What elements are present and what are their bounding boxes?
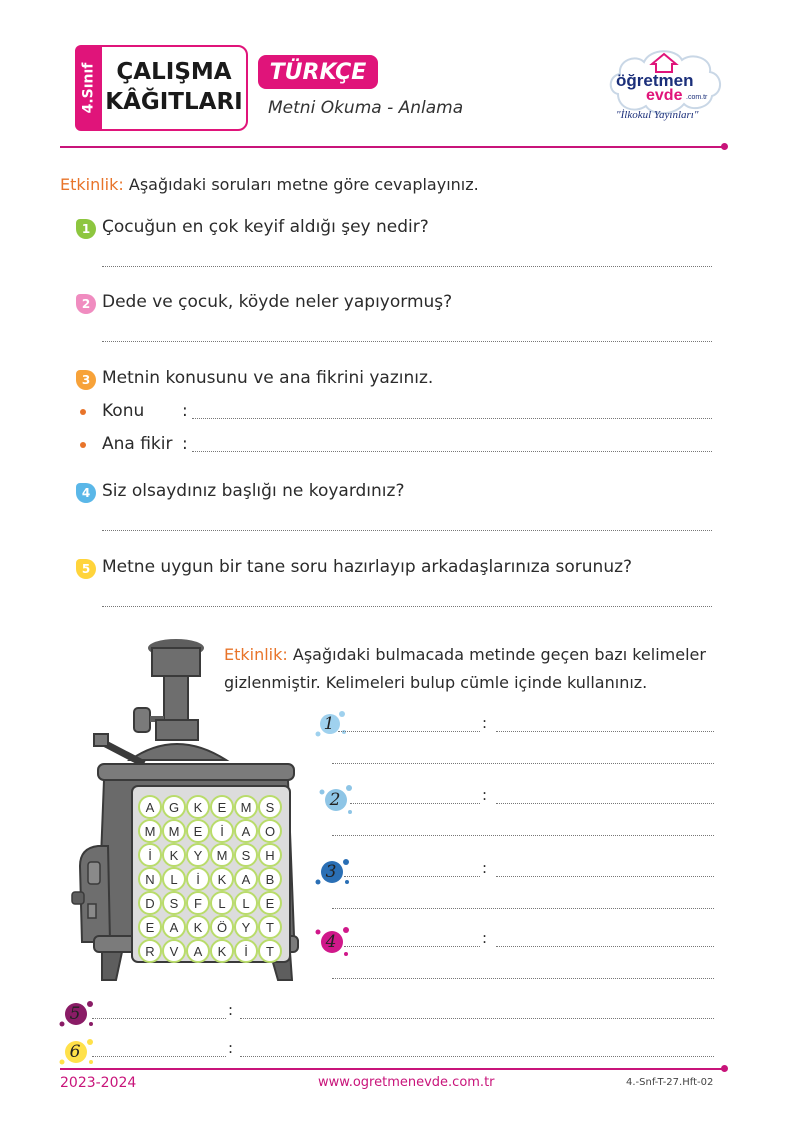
grid-cell[interactable]: E — [138, 915, 162, 939]
grid-cell[interactable]: E — [210, 795, 234, 819]
activity2-text-line2: gizlenmiştir. Kelimeleri bulup cümle içinde kullanınız. — [224, 673, 648, 692]
word-line-6[interactable] — [92, 1056, 226, 1057]
word-line-1[interactable] — [338, 731, 480, 732]
bullet-anafikir — [80, 442, 86, 448]
question-number-4: 4 — [76, 483, 96, 503]
grid-cell[interactable]: İ — [186, 867, 210, 891]
grid-cell[interactable]: M — [162, 819, 186, 843]
grid-cell[interactable]: İ — [138, 843, 162, 867]
grid-cell[interactable]: V — [162, 939, 186, 963]
question-number-3: 3 — [76, 370, 96, 390]
logo-domain: .com.tr — [686, 94, 708, 101]
word-colon-3: : — [482, 859, 488, 877]
grid-cell[interactable]: L — [234, 891, 258, 915]
activity2-text-line1: Aşağıdaki bulmacada metinde geçen bazı kelimeler — [292, 645, 706, 664]
subject-badge: TÜRKÇE — [258, 55, 378, 89]
question-2-text: Dede ve çocuk, köyde neler yapıyormuş? — [102, 292, 453, 312]
grid-cell[interactable]: O — [258, 819, 282, 843]
grid-cell[interactable]: E — [186, 819, 210, 843]
grid-cell[interactable]: S — [162, 891, 186, 915]
sentence-line-4a[interactable] — [496, 946, 714, 947]
grid-cell[interactable]: H — [258, 843, 282, 867]
grid-cell[interactable]: K — [162, 843, 186, 867]
grid-cell[interactable]: A — [186, 939, 210, 963]
logo-tagline: "İlkokul Yayınları" — [616, 109, 699, 121]
sentence-line-5[interactable] — [240, 1018, 714, 1019]
grid-cell[interactable]: N — [138, 867, 162, 891]
grid-cell[interactable]: L — [162, 867, 186, 891]
word-colon-2: : — [482, 786, 488, 804]
anafikir-label: Ana fikir — [102, 434, 173, 454]
word-colon-6: : — [228, 1039, 234, 1057]
word-colon-4: : — [482, 929, 488, 947]
title-line-2: KÂĞITLARI — [105, 89, 243, 115]
question-4-text: Siz olsaydınız başlığı ne koyardınız? — [102, 481, 405, 501]
sentence-line-3b[interactable] — [332, 908, 714, 909]
word-number-4: 4 — [325, 932, 337, 952]
grid-cell[interactable]: A — [162, 915, 186, 939]
grid-cell[interactable]: Y — [186, 843, 210, 867]
worksheet-title — [100, 45, 248, 131]
grid-cell[interactable]: M — [234, 795, 258, 819]
konu-colon: : — [182, 401, 188, 421]
grid-cell[interactable]: K — [210, 867, 234, 891]
footer-divider — [60, 1068, 724, 1070]
word-line-3[interactable] — [344, 876, 480, 877]
grid-cell[interactable]: T — [258, 939, 282, 963]
activity1-label: Etkinlik: — [60, 175, 124, 194]
grid-cell[interactable]: S — [234, 843, 258, 867]
footer-url[interactable]: www.ogretmenevde.com.tr — [318, 1075, 495, 1090]
word-number-6: 6 — [69, 1042, 81, 1062]
grid-cell[interactable]: A — [234, 867, 258, 891]
word-number-2: 2 — [329, 790, 341, 810]
grid-cell[interactable]: T — [258, 915, 282, 939]
anafikir-colon: : — [182, 434, 188, 454]
sentence-line-4b[interactable] — [332, 978, 714, 979]
word-number-1: 1 — [323, 714, 335, 734]
question-number-2: 2 — [76, 294, 96, 314]
word-colon-1: : — [482, 714, 488, 732]
bullet-konu — [80, 409, 86, 415]
grid-cell[interactable]: K — [186, 915, 210, 939]
grid-cell[interactable]: S — [258, 795, 282, 819]
grid-cell[interactable]: M — [210, 843, 234, 867]
word-colon-5: : — [228, 1001, 234, 1019]
sentence-line-2a[interactable] — [496, 803, 714, 804]
question-number-1: 1 — [76, 219, 96, 239]
question-3-text: Metnin konusunu ve ana fikrini yazınız. — [102, 368, 434, 388]
grid-cell[interactable]: K — [210, 939, 234, 963]
grid-cell[interactable]: D — [138, 891, 162, 915]
sentence-line-1a[interactable] — [496, 731, 714, 732]
activity1-text: Aşağıdaki soruları metne göre cevaplayınız. — [128, 175, 479, 194]
logo-brand-b: evde — [646, 87, 683, 104]
word-line-2[interactable] — [350, 803, 480, 804]
grid-cell[interactable]: İ — [210, 819, 234, 843]
sentence-line-6[interactable] — [240, 1056, 714, 1057]
grid-cell[interactable]: L — [210, 891, 234, 915]
answer-line-2[interactable] — [102, 341, 712, 342]
grid-cell[interactable]: A — [138, 795, 162, 819]
header-divider — [60, 146, 724, 148]
publisher-logo — [606, 42, 726, 128]
grid-cell[interactable]: K — [186, 795, 210, 819]
activity2-label: Etkinlik: — [224, 645, 288, 664]
grid-cell[interactable]: İ — [234, 939, 258, 963]
grade-tab — [75, 45, 101, 131]
sentence-line-3a[interactable] — [496, 876, 714, 877]
question-5-text: Metne uygun bir tane soru hazırlayıp arkadaşlarınıza sorunuz? — [102, 557, 633, 577]
grid-cell[interactable]: R — [138, 939, 162, 963]
word-number-3: 3 — [325, 862, 337, 882]
sentence-line-1b[interactable] — [332, 763, 714, 764]
footer-code: 4.-Snf-T-27.Hft-02 — [626, 1077, 714, 1088]
answer-line-5[interactable] — [102, 606, 712, 607]
grid-cell[interactable]: A — [234, 819, 258, 843]
answer-line-konu[interactable] — [192, 418, 712, 419]
word-line-5[interactable] — [92, 1018, 226, 1019]
grid-cell[interactable]: B — [258, 867, 282, 891]
answer-line-anafikir[interactable] — [192, 451, 712, 452]
subtitle: Metni Okuma - Anlama — [268, 98, 464, 118]
grid-cell[interactable]: Ö — [210, 915, 234, 939]
grid-cell[interactable]: G — [162, 795, 186, 819]
grid-cell[interactable]: M — [138, 819, 162, 843]
activity1-instruction — [60, 175, 479, 194]
question-number-5: 5 — [76, 559, 96, 579]
grid-cell[interactable]: F — [186, 891, 210, 915]
footer-year: 2023-2024 — [60, 1075, 137, 1091]
grade-label: 4.Sınıf — [80, 62, 96, 114]
logo-brand-a: öğretmen — [616, 71, 694, 90]
konu-label: Konu — [102, 401, 145, 421]
question-1-text: Çocuğun en çok keyif aldığı şey nedir? — [102, 217, 429, 237]
answer-line-4[interactable] — [102, 530, 712, 531]
word-line-4[interactable] — [344, 946, 480, 947]
answer-line-1[interactable] — [102, 266, 712, 267]
grid-cell[interactable]: Y — [234, 915, 258, 939]
word-number-5: 5 — [69, 1004, 81, 1024]
grid-cell[interactable]: E — [258, 891, 282, 915]
sentence-line-2b[interactable] — [332, 835, 714, 836]
title-line-1: ÇALIŞMA — [116, 59, 232, 85]
